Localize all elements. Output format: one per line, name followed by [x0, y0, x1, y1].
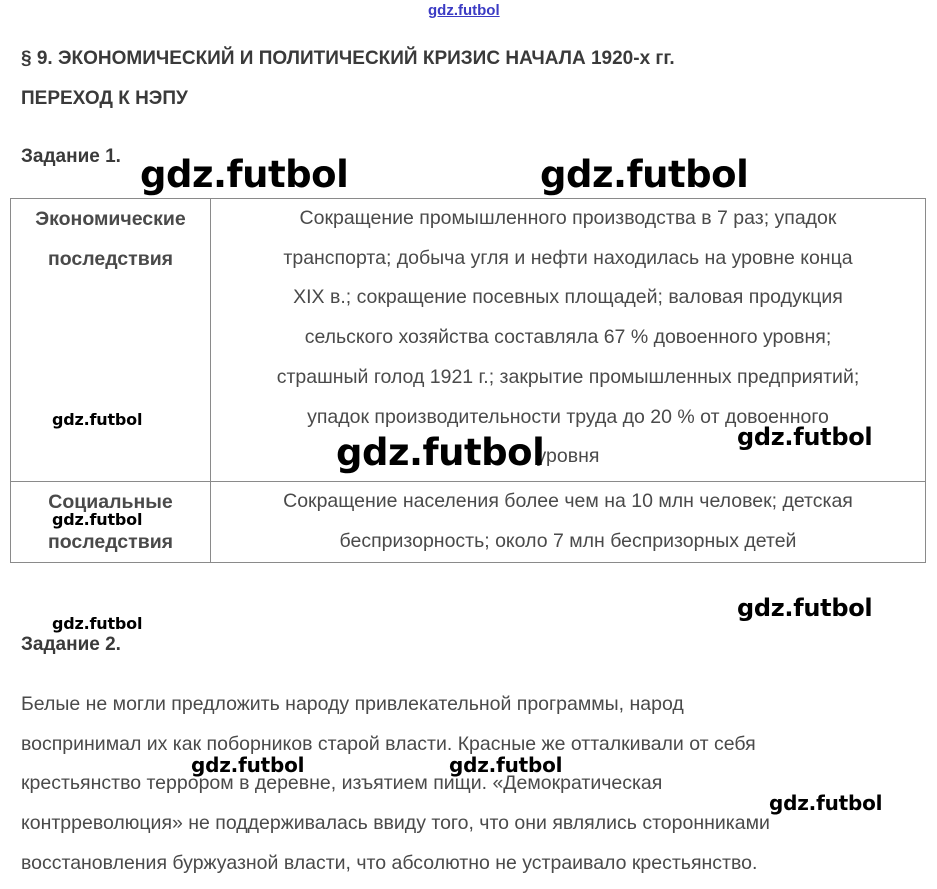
- task-1-title: Задание 1.: [21, 146, 121, 167]
- content-line: упадок производительности труда до 20 % от довоенного: [307, 405, 829, 428]
- paragraph-line: контрреволюция» не поддерживалась ввиду того, что они являлись сторонниками: [21, 812, 770, 835]
- watermark: gdz.futbol: [540, 153, 749, 196]
- content-line: Сокращение населения более чем на 10 млн человек; детская: [283, 490, 853, 512]
- content-line: Сокращение промышленного производства в 7 раз; упадок: [299, 207, 837, 229]
- site-header-link[interactable]: gdz.futbol: [428, 2, 500, 19]
- task-2-answer-paragraph: [21, 685, 911, 884]
- label-line: Экономические: [35, 208, 186, 230]
- watermark: gdz.futbol: [737, 423, 873, 451]
- watermark: gdz.futbol: [769, 791, 883, 815]
- table-row-social: [11, 482, 926, 563]
- content-line: сельского хозяйства составляла 67 % довоенного уровня;: [304, 326, 832, 349]
- content-line: страшный голод 1921 г.; закрытие промышленных предприятий;: [276, 365, 860, 388]
- content-line: транспорта; добыча угля и нефти находилась на уровне конца: [283, 246, 853, 269]
- content-line: уровня: [536, 445, 600, 468]
- watermark: gdz.futbol: [191, 753, 305, 777]
- watermark: gdz.futbol: [449, 753, 563, 777]
- content-line: беспризорность; около 7 млн беспризорных детей: [339, 529, 797, 552]
- label-line: последствия: [47, 248, 174, 270]
- paragraph-line: Белые не могли предложить народу привлекательной программы, народ: [21, 693, 684, 715]
- section-heading-line-2: ПЕРЕХОД К НЭПУ: [21, 88, 188, 109]
- watermark: gdz.futbol: [52, 614, 143, 633]
- paragraph-line: крестьянство террором в деревне, изъятием пищи. «Демократическая: [21, 772, 663, 795]
- watermark: gdz.futbol: [52, 410, 143, 429]
- paragraph-line: восстановления буржуазной власти, что абсолютно не устраивало крестьянство.: [21, 851, 758, 874]
- watermark: gdz.futbol: [140, 153, 349, 196]
- table-label-cell: [11, 199, 211, 482]
- watermark: gdz.futbol: [737, 594, 873, 622]
- table-content-cell: [211, 482, 926, 563]
- label-line: последствия: [47, 531, 174, 553]
- watermark: gdz.futbol: [52, 510, 143, 529]
- content-line: XIX в.; сокращение посевных площадей; валовая продукция: [293, 286, 843, 309]
- paragraph-line: воспринимал их как поборников старой власти. Красные же отталкивали от себя: [21, 732, 756, 755]
- watermark: gdz.futbol: [336, 431, 545, 474]
- section-heading-line-1: § 9. ЭКОНОМИЧЕСКИЙ И ПОЛИТИЧЕСКИЙ КРИЗИС НАЧАЛА 1920-х гг.: [21, 48, 675, 69]
- label-line: Социальные: [48, 491, 173, 513]
- consequences-table: [10, 198, 926, 563]
- task-2-title: Задание 2.: [21, 634, 121, 655]
